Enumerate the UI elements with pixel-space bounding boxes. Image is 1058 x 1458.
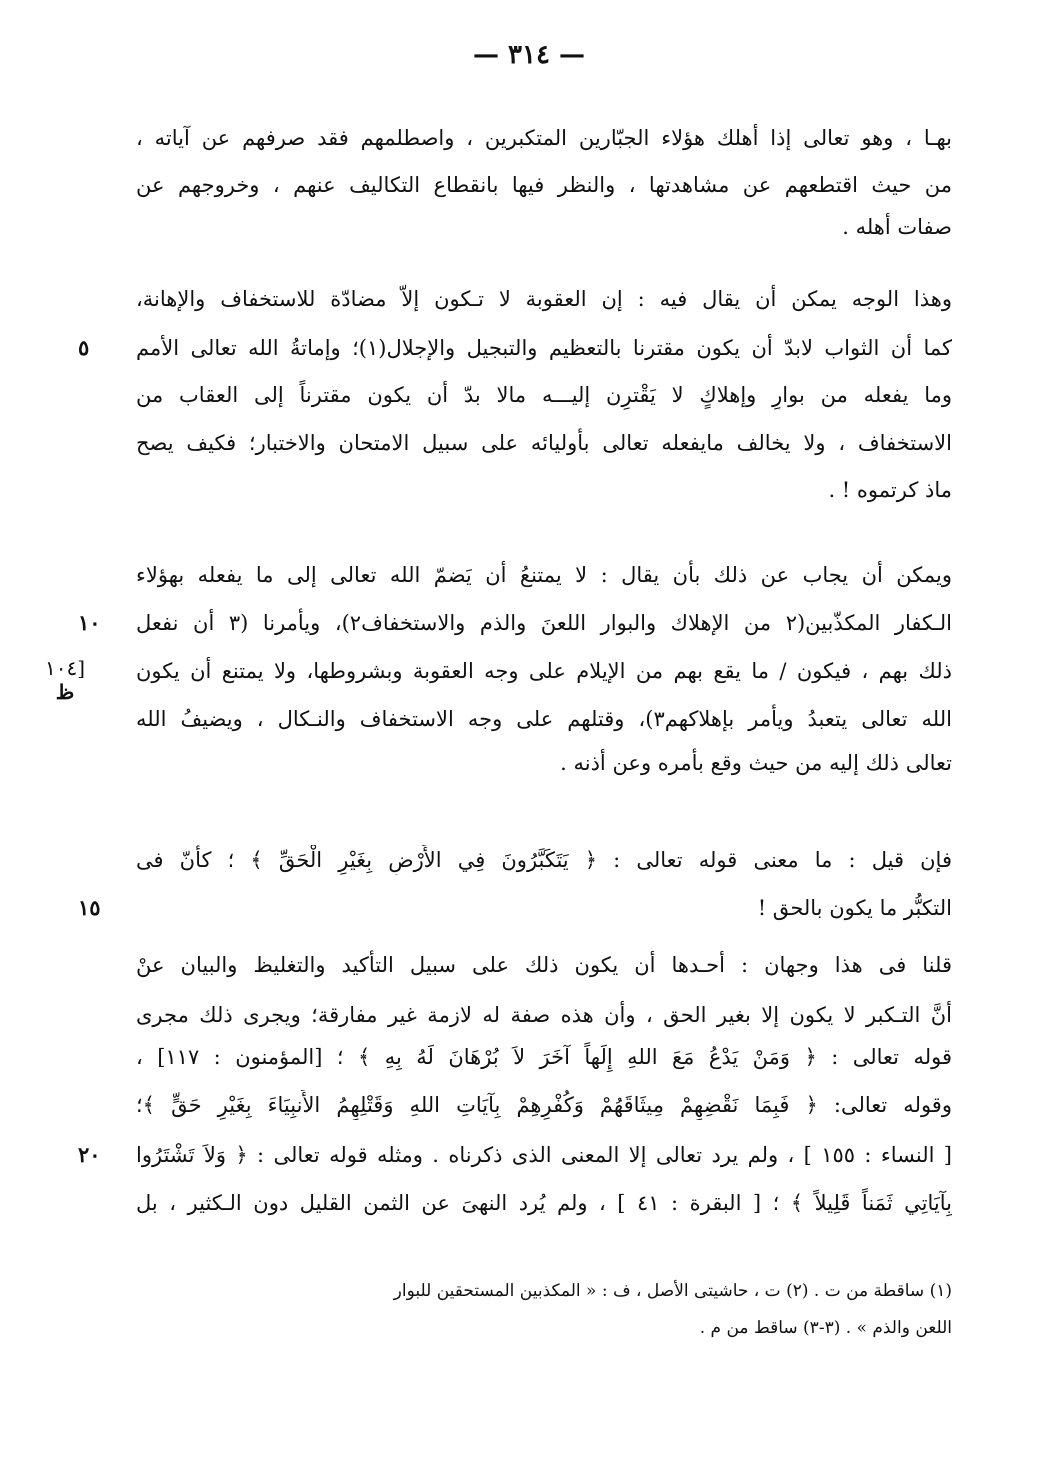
text-line-11: ذلك بهم ، فيكون / ما يقع بهم من الإيلام على وجه العقوبة وبشروطها، ولا يمتنع أن يكون — [136, 659, 952, 683]
text-line-6: وما يفعله من بوارٍ وإهلاكٍ لا يَقْترِن إليـــه مالا بدّ أن يكون مقترناً إلى العقاب من — [136, 383, 952, 407]
text-line-21: بِآيَاتِي ثَمَناً قَلِيلاً ﴾ ؛ [ البقرة : ٤١ ] ، ولم يُرد النهىَ عن الثمن القليل دون الـكثير ، بل — [136, 1191, 952, 1215]
text-line-18: قوله تعالى : ﴿ وَمَنْ يَدْعُ مَعَ اللهِ إِلَهاً آخَرَ لاَ بُرْهَانَ لَهُ بِهِ ﴾ ؛ [المؤمنون : ١١٧] ، — [136, 1045, 952, 1069]
margin-line-number-10: ١٠ — [78, 610, 101, 635]
folio-number: [١٠٤ — [44, 656, 86, 680]
text-line-17: أنَّ التـكبر لا يكون إلا بغير الحق ، وأن هذه صفة له لازمة غير مفارقة؛ ويجرى ذلك مجرى — [136, 1003, 952, 1027]
text-line-19: وقوله تعالى: ﴿ فَبِمَا نَقْضِهِمْ مِيثَاقَهُمْ وَكُفْرِهِمْ بِآيَاتِ اللهِ وَقَتْلِهِمُ الأَنبِيَاءَ بِغَيْرِ حَقٍّ ﴾؛ — [136, 1093, 952, 1117]
text-line-8: ماذ كرتموه ! . — [828, 478, 952, 502]
margin-line-number-15: ١٥ — [78, 895, 101, 920]
footnote-line-1: (١) ساقطة من ت . (٢) ت ، حاشيتى الأصل ، ف : « المكذبين المستحقين للبوار — [393, 1281, 952, 1301]
text-line-1: بهـا ، وهو تعالى إذا أهلك هؤلاء الجبّارين المتكبرين ، واصطلمهم فقد صرفهم عن آياته ، — [136, 126, 952, 150]
folio-marker — [30, 656, 100, 704]
text-line-3: صفات أهله . — [842, 215, 952, 239]
margin-line-number-5: ٥ — [78, 335, 90, 360]
text-line-20: [ النساء : ١٥٥ ] ، ولم يرد تعالى إلا المعنى الذى ذكرناه . ومثله قوله تعالى : ﴿ وَلاَ تَشْتَرُوا — [136, 1143, 952, 1167]
text-line-10: الـكفار المكذّبين(٢ من الإهلاك والبوار اللعنَ والذم والاستخفاف٢)، ويأمرنا (٣ أن نفعل — [136, 611, 952, 635]
text-line-2: من حيث اقتطعهم عن مشاهدتها ، والنظر فيها بانقطاع التكاليف عنهم ، وخروجهم عن — [136, 173, 952, 197]
text-line-5: كما أن الثواب لابدّ أن يكون مقترنا بالتعظيم والتبجيل والإجلال(١)؛ وإماتةُ الله تعالى الأمم — [136, 336, 952, 360]
page-number: — ٣١٤ — — [472, 40, 586, 70]
text-line-16: قلنا فى هذا وجهان : أحـدها أن يكون ذلك على سبيل التأكيد والتغليظ والبيان عنْ — [136, 953, 952, 977]
margin-line-number-20: ٢٠ — [78, 1142, 101, 1167]
text-line-14: فإن قيل : ما معنى قوله تعالى : ﴿ يَتَكَبَّرُونَ فِي الأَرْضِ بِغَيْرِ الْحَقِّ ﴾ ؛ كأنّ فى — [136, 848, 952, 872]
text-line-9: ويمكن أن يجاب عن ذلك بأن يقال : لا يمتنعُ أن يَضمّ الله تعالى إلى ما يفعله بهؤلاء — [136, 563, 952, 587]
text-line-15: التكبُّر ما يكون بالحق ! — [757, 896, 952, 920]
text-line-13: تعالى ذلك إليه من حيث وقع بأمره وعن أذنه . — [560, 751, 952, 775]
text-line-4: وهذا الوجه يمكن أن يقال فيه : إن العقوبة لا تـكون إلاّ مضادّة للاستخفاف والإهانة، — [136, 287, 952, 311]
text-line-7: الاستخفاف ، ولا يخالف مايفعله تعالى بأوليائه على سبيل الامتحان والاختبار؛ فكيف يصح — [136, 431, 952, 455]
folio-side: ظ — [55, 680, 75, 704]
text-line-12: الله تعالى يتعبدُ ويأمر بإهلاكهم٣)، وقتلهم على وجه الاستخفاف والنـكال ، ويضيفُ الله — [136, 707, 952, 731]
footnote-line-2: اللعن والذم » . (٣-٣) ساقط من م . — [699, 1318, 952, 1338]
